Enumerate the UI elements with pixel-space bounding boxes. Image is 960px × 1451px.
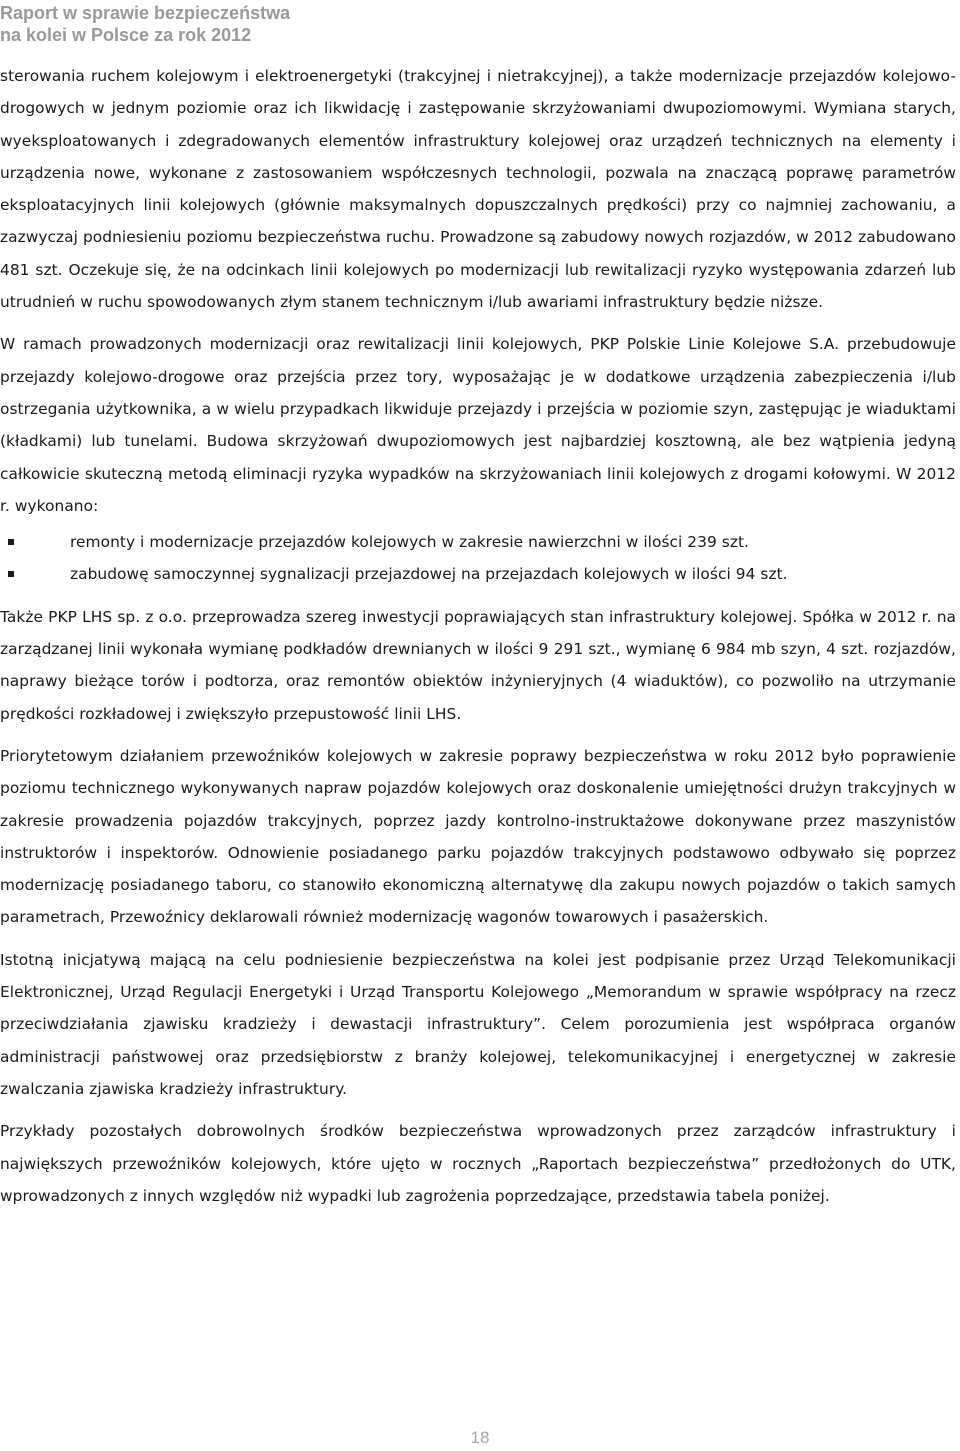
square-bullet-icon: [8, 571, 14, 577]
paragraph-carriers: Priorytetowym działaniem przewoźników kolejowych w zakresie poprawy bezpieczeństwa w roku 2012 było poprawienie poziomu technicznego wykonywanych napraw pojazdów kolejowych oraz doskonalenie umiejętności drużyn trakcyjnych w zakresie prowadzenia pojazdów trakcyjnych, poprzez jazdy kontrolno-instruktażowe dokonywane przez maszynistów instruktorów i inspektorów. Odnowienie posiadanego parku pojazdów trakcyjnych podstawowo odbywało się poprzez modernizację posiadanego taboru, co stanowiło ekonomiczną alternatywę dla zakupu nowych pojazdów o takich samych parametrach, Przewoźnicy deklarowali również modernizację wagonów towarowych i pasażerskich.: [0, 746, 956, 927]
list-item: [0, 526, 956, 558]
list-item: [0, 558, 956, 590]
list-item-text: remonty i modernizacje przejazdów kolejowych w zakresie nawierzchni w ilości 239 szt.: [70, 533, 750, 552]
square-bullet-icon: [8, 539, 14, 545]
paragraph-examples: Przykłady pozostałych dobrowolnych środków bezpieczeństwa wprowadzonych przez zarządców infrastruktury i największych przewoźników kolejowych, które ujęto w rocznych „Raportach bezpieczeństwa” przedłożonych do UTK, wprowadzonych z innych względów niż wypadki lub zagrożenia poprzedzające, przedstawia tabela poniżej.: [0, 1122, 956, 1205]
paragraph-modernization: sterowania ruchem kolejowym i elektroenergetyki (trakcyjnej i nietrakcyjnej), a także modernizacje przejazdów kolejowo-drogowych w jednym poziomie oraz ich likwidację i zastępowanie skrzyżowaniami dwupoziomowymi. Wymiana starych, wyeksploatowanych i zdegradowanych elementów infrastruktury kolejowej oraz urządzeń technicznych na elementy i urządzenia nowe, wykonane z zastosowaniem współczesnych technologii, pozwala na znaczącą poprawę parametrów eksploatacyjnych linii kolejowych (głównie maksymalnych dopuszczalnych prędkości) przy co najmniej zachowaniu, a zazwyczaj podniesieniu poziomu bezpieczeństwa ruchu. Prowadzone są zabudowy nowych rozjazdów, w 2012 zabudowano 481 szt. Oczekuje się, że na odcinkach linii kolejowych po modernizacji lub rewitalizacji ryzyko występowania zdarzeń lub utrudnień w ruchu spowodowanych złym stanem technicznym i/lub awariami infrastruktury będzie niższe.: [0, 67, 956, 312]
header-line-1: Raport w sprawie bezpieczeństwa: [0, 3, 291, 23]
document-body: [0, 60, 956, 1222]
running-header: [0, 2, 290, 46]
list-item-text: zabudowę samoczynnej sygnalizacji przejazdowej na przejazdach kolejowych w ilości 94 szt.: [70, 565, 788, 584]
page-number: 18: [470, 1428, 490, 1447]
paragraph-level-crossings: W ramach prowadzonych modernizacji oraz rewitalizacji linii kolejowych, PKP Polskie Linie Kolejowe S.A. przebudowuje przejazdy kolejowo-drogowe oraz przejścia przez tory, wyposażając je w dodatkowe urządzenia zabezpieczenia i/lub ostrzegania użytkownika, a w wielu przypadkach likwiduje przejazdy i przejścia w poziomie szyn, zastępując je wiaduktami (kładkami) lub tunelami. Budowa skrzyżowań dwupoziomowych jest najbardziej kosztowną, ale bez wątpienia jedyną całkowicie skuteczną metodą eliminacji ryzyka wypadków na skrzyżowaniach linii kolejowych z drogami kołowymi. W 2012 r. wykonano:: [0, 335, 956, 515]
header-line-2: na kolei w Polsce za rok 2012: [0, 25, 252, 45]
works-list: [0, 526, 956, 591]
paragraph-pkp-lhs: Także PKP LHS sp. z o.o. przeprowadza szereg inwestycji poprawiających stan infrastruktury kolejowej. Spółka w 2012 r. na zarządzanej linii wykonała wymianę podkładów drewnianych w ilości 9 291 szt., wymianę 6 984 mb szyn, 4 szt. rozjazdów, naprawy bieżące torów i podtorza, oraz remontów obiektów inżynieryjnych (4 wiaduktów), co pozwoliło na utrzymanie prędkości rozkładowej i zwiększyło przepustowość linii LHS.: [0, 607, 956, 723]
paragraph-memorandum: Istotną inicjatywą mającą na celu podniesienie bezpieczeństwa na kolei jest podpisanie przez Urząd Telekomunikacji Elektronicznej, Urząd Regulacji Energetyki i Urząd Transportu Kolejowego „Memorandum w sprawie współpracy na rzecz przeciwdziałania zjawisku kradzieży i dewastacji infrastruktury”. Celem porozumienia jest współpraca organów administracji państwowej oraz przedsiębiorstw z branży kolejowej, telekomunikacyjnej i energetycznej w zakresie zwalczania zjawiska kradzieży infrastruktury.: [0, 950, 956, 1098]
